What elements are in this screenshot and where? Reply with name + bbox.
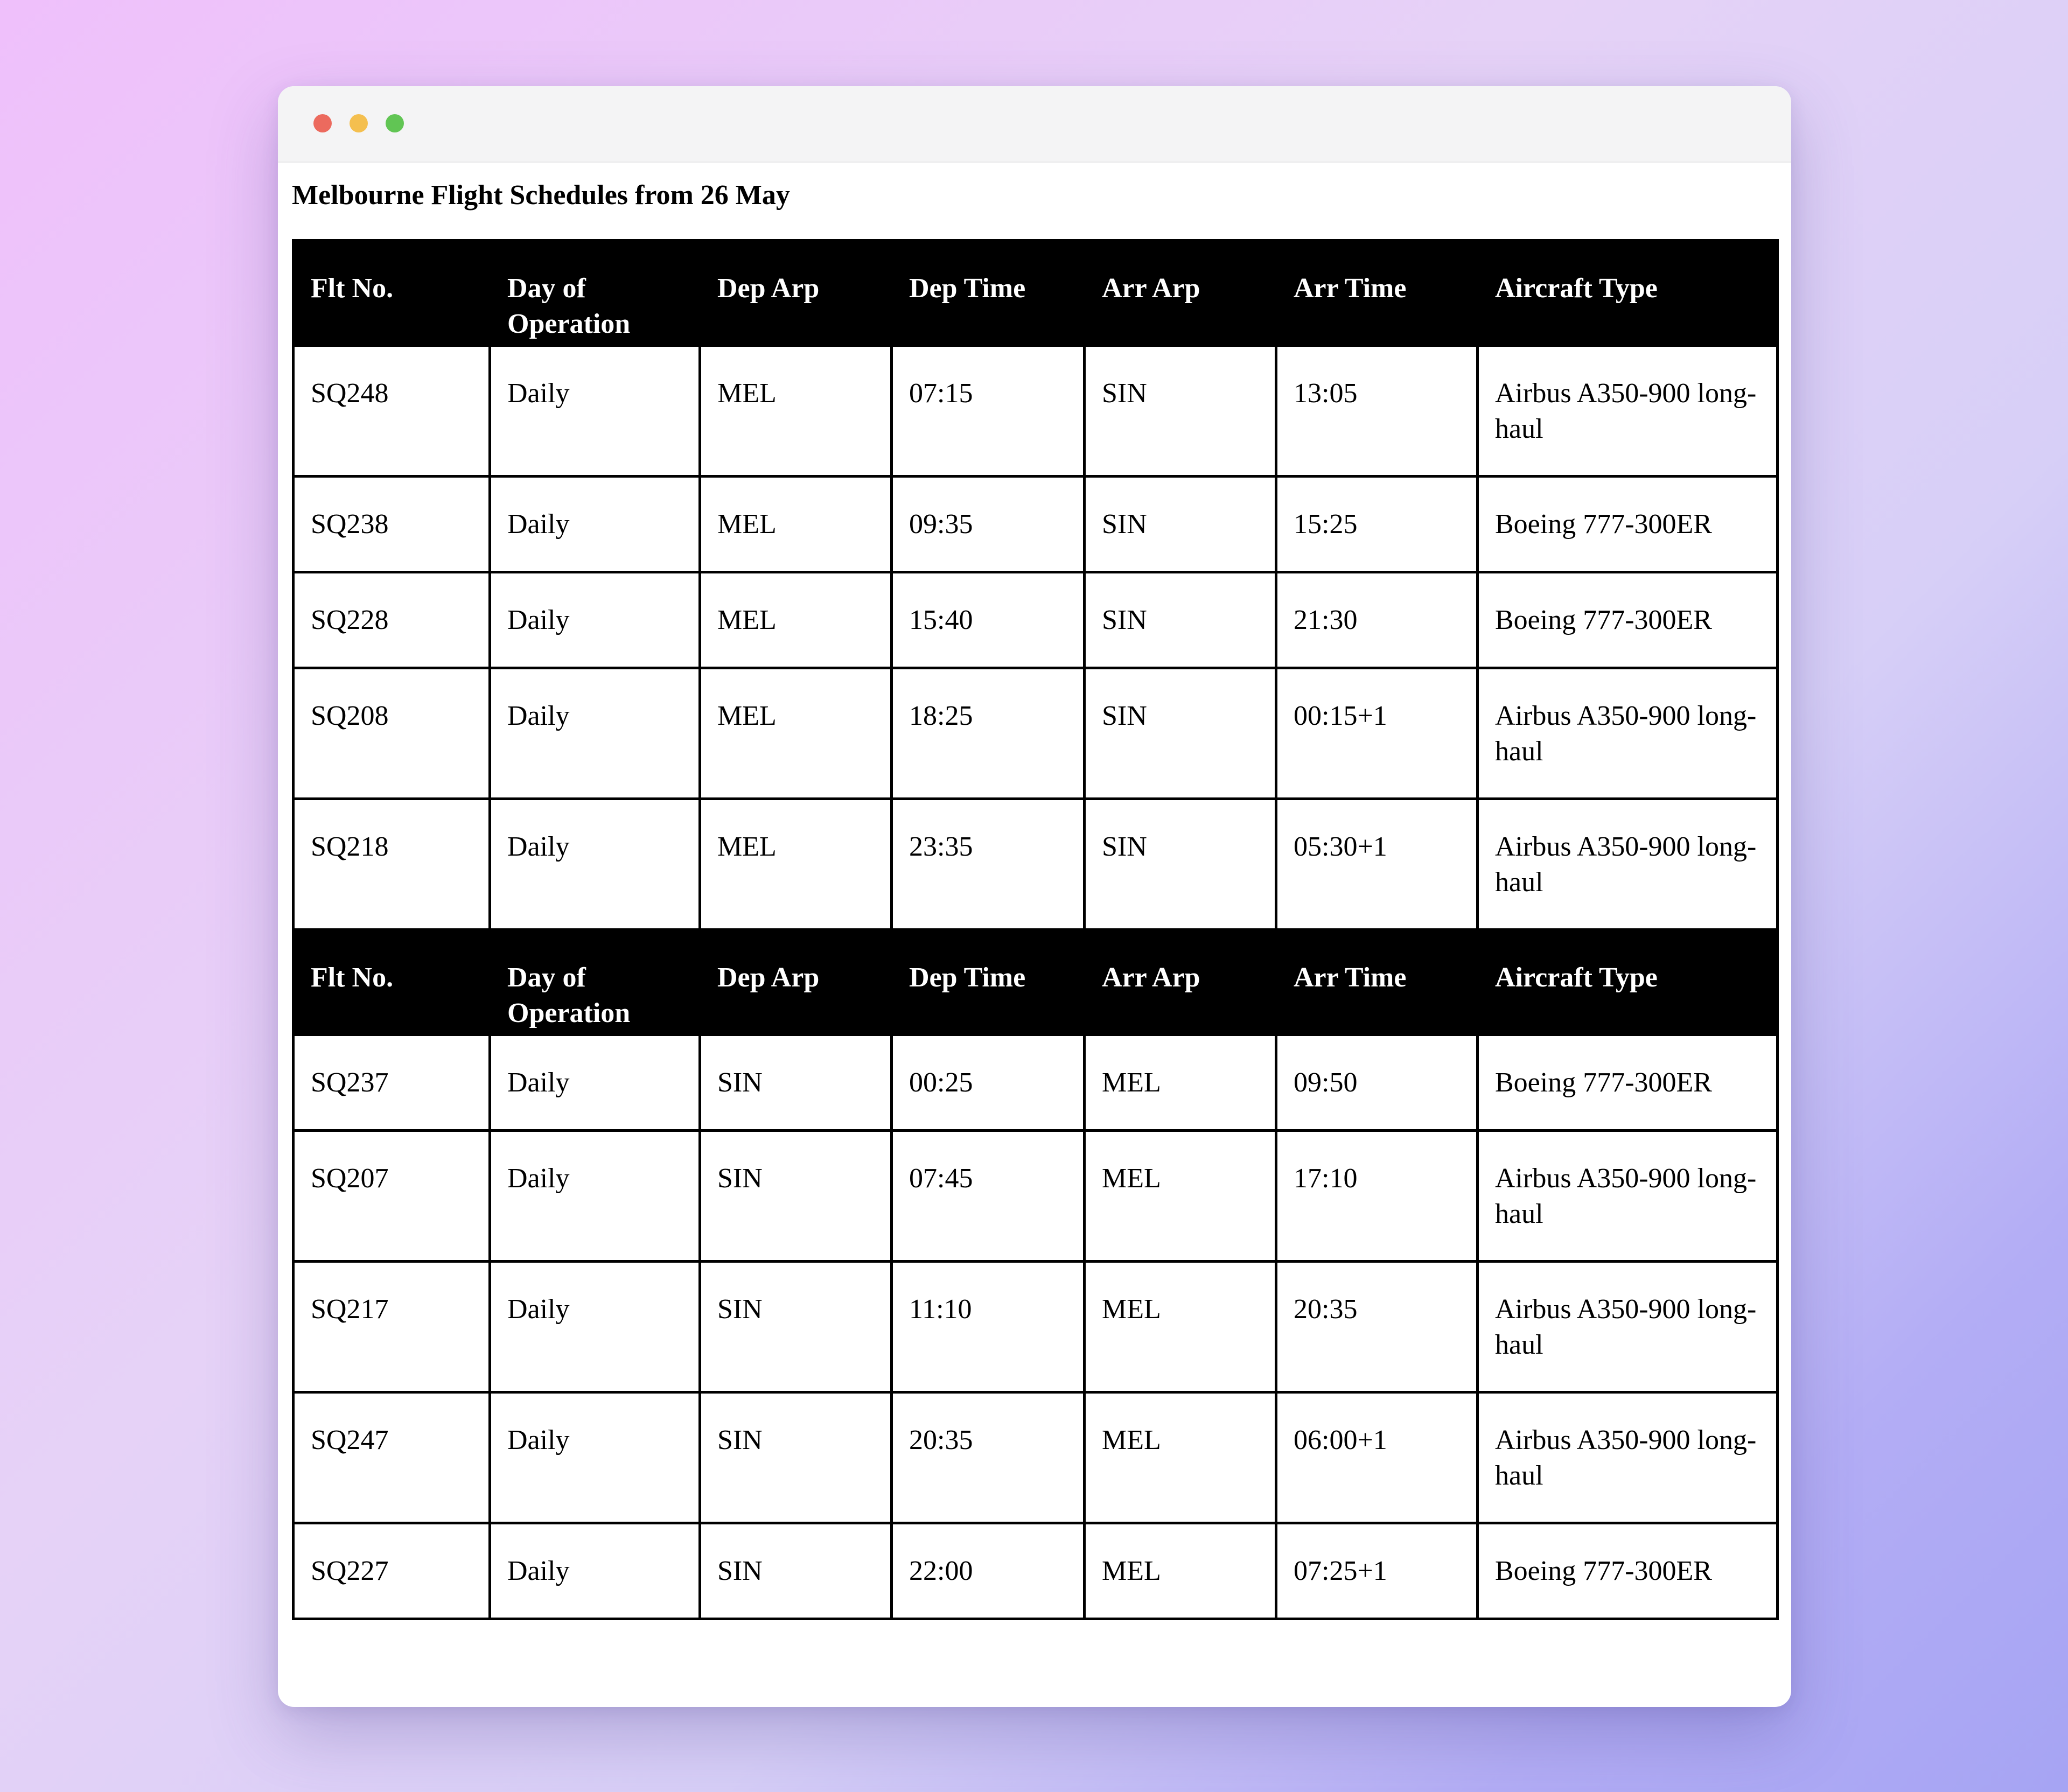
cell-dep-arp: MEL [700, 572, 892, 668]
column-header-aircraft-type: Aircraft Type [1478, 241, 1778, 346]
cell-aircraft: Boeing 777-300ER [1478, 477, 1778, 572]
table-row [294, 668, 1778, 799]
cell-arr-time: 05:30+1 [1276, 799, 1478, 930]
table-row [294, 1523, 1778, 1619]
table-row [294, 572, 1778, 668]
cell-arr-time: 20:35 [1276, 1262, 1478, 1392]
cell-arr-time: 13:05 [1276, 346, 1478, 477]
window-titlebar [278, 86, 1791, 163]
cell-dep-arp: SIN [700, 1262, 892, 1392]
browser-window [278, 86, 1791, 1707]
table-header-row-inbound [294, 930, 1778, 1035]
cell-dep-arp: MEL [700, 668, 892, 799]
table-row [294, 1035, 1778, 1131]
cell-flt-no: SQ247 [294, 1392, 490, 1523]
cell-dep-arp: SIN [700, 1131, 892, 1262]
cell-flt-no: SQ208 [294, 668, 490, 799]
cell-arr-arp: SIN [1085, 346, 1276, 477]
cell-flt-no: SQ217 [294, 1262, 490, 1392]
table-row [294, 1131, 1778, 1262]
cell-arr-time: 17:10 [1276, 1131, 1478, 1262]
cell-arr-arp: SIN [1085, 477, 1276, 572]
column-header-dep-arp: Dep Arp [700, 241, 892, 346]
cell-day: Daily [490, 572, 700, 668]
cell-flt-no: SQ218 [294, 799, 490, 930]
table-row [294, 1262, 1778, 1392]
cell-dep-time: 07:15 [892, 346, 1085, 477]
cell-aircraft: Airbus A350-900 long-haul [1478, 668, 1778, 799]
cell-flt-no: SQ228 [294, 572, 490, 668]
column-header-dep-time: Dep Time [892, 241, 1085, 346]
column-header-flt-no: Flt No. [294, 241, 490, 346]
table-row [294, 799, 1778, 930]
zoom-window-button[interactable] [386, 114, 404, 132]
cell-dep-arp: SIN [700, 1035, 892, 1131]
cell-dep-arp: SIN [700, 1523, 892, 1619]
table-row [294, 346, 1778, 477]
cell-aircraft: Boeing 777-300ER [1478, 1035, 1778, 1131]
cell-day: Daily [490, 1392, 700, 1523]
cell-arr-arp: SIN [1085, 572, 1276, 668]
cell-aircraft: Boeing 777-300ER [1478, 572, 1778, 668]
page-content [278, 163, 1791, 1620]
cell-dep-time: 11:10 [892, 1262, 1085, 1392]
cell-arr-arp: MEL [1085, 1392, 1276, 1523]
cell-flt-no: SQ238 [294, 477, 490, 572]
column-header-arr-time: Arr Time [1276, 241, 1478, 346]
cell-dep-time: 23:35 [892, 799, 1085, 930]
cell-day: Daily [490, 346, 700, 477]
page-title: Melbourne Flight Schedules from 26 May [292, 180, 790, 211]
column-header-arr-time: Arr Time [1276, 930, 1478, 1035]
cell-dep-time: 22:00 [892, 1523, 1085, 1619]
cell-aircraft: Airbus A350-900 long-haul [1478, 1131, 1778, 1262]
cell-flt-no: SQ248 [294, 346, 490, 477]
cell-dep-time: 18:25 [892, 668, 1085, 799]
cell-day: Daily [490, 1523, 700, 1619]
minimize-window-button[interactable] [350, 114, 368, 132]
table-header-row-outbound [294, 241, 1778, 346]
cell-dep-time: 00:25 [892, 1035, 1085, 1131]
cell-aircraft: Boeing 777-300ER [1478, 1523, 1778, 1619]
cell-day: Daily [490, 477, 700, 572]
cell-dep-time: 20:35 [892, 1392, 1085, 1523]
cell-aircraft: Airbus A350-900 long-haul [1478, 1262, 1778, 1392]
cell-arr-arp: MEL [1085, 1131, 1276, 1262]
cell-aircraft: Airbus A350-900 long-haul [1478, 1392, 1778, 1523]
cell-day: Daily [490, 668, 700, 799]
cell-day: Daily [490, 1131, 700, 1262]
cell-arr-time: 09:50 [1276, 1035, 1478, 1131]
cell-dep-arp: MEL [700, 346, 892, 477]
cell-day: Daily [490, 1035, 700, 1131]
column-header-flt-no: Flt No. [294, 930, 490, 1035]
cell-arr-arp: MEL [1085, 1523, 1276, 1619]
cell-arr-arp: SIN [1085, 799, 1276, 930]
column-header-day-of-operation: Day of Operation [490, 241, 700, 346]
cell-flt-no: SQ237 [294, 1035, 490, 1131]
flight-schedule-table [292, 239, 1779, 1620]
cell-flt-no: SQ207 [294, 1131, 490, 1262]
cell-dep-time: 15:40 [892, 572, 1085, 668]
table-row [294, 1392, 1778, 1523]
column-header-arr-arp: Arr Arp [1085, 241, 1276, 346]
column-header-dep-arp: Dep Arp [700, 930, 892, 1035]
cell-arr-time: 06:00+1 [1276, 1392, 1478, 1523]
cell-arr-time: 07:25+1 [1276, 1523, 1478, 1619]
cell-dep-arp: MEL [700, 799, 892, 930]
column-header-day-of-operation: Day of Operation [490, 930, 700, 1035]
column-header-aircraft-type: Aircraft Type [1478, 930, 1778, 1035]
table-row [294, 477, 1778, 572]
cell-arr-time: 15:25 [1276, 477, 1478, 572]
cell-arr-arp: MEL [1085, 1262, 1276, 1392]
cell-aircraft: Airbus A350-900 long-haul [1478, 799, 1778, 930]
column-header-dep-time: Dep Time [892, 930, 1085, 1035]
cell-arr-arp: SIN [1085, 668, 1276, 799]
cell-flt-no: SQ227 [294, 1523, 490, 1619]
close-window-button[interactable] [313, 114, 332, 132]
cell-dep-arp: MEL [700, 477, 892, 572]
column-header-arr-arp: Arr Arp [1085, 930, 1276, 1035]
cell-arr-time: 00:15+1 [1276, 668, 1478, 799]
cell-dep-arp: SIN [700, 1392, 892, 1523]
cell-day: Daily [490, 1262, 700, 1392]
cell-dep-time: 07:45 [892, 1131, 1085, 1262]
cell-dep-time: 09:35 [892, 477, 1085, 572]
cell-arr-time: 21:30 [1276, 572, 1478, 668]
cell-arr-arp: MEL [1085, 1035, 1276, 1131]
cell-aircraft: Airbus A350-900 long-haul [1478, 346, 1778, 477]
cell-day: Daily [490, 799, 700, 930]
